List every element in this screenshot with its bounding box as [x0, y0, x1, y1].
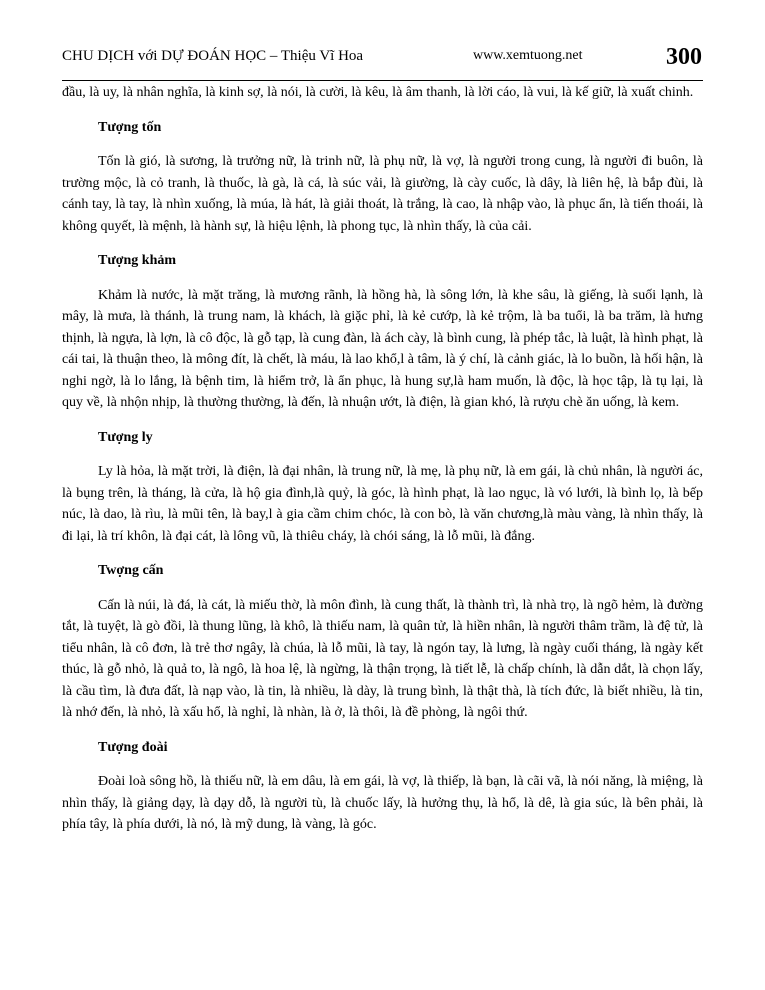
page-header	[62, 44, 703, 81]
website-url[interactable]: www.xemtuong.net	[473, 48, 583, 63]
section-text-can: Cấn là núi, là đá, là cát, là miếu thờ, là môn đình, là cung thất, là thành trì, là nhà trọ, là ngõ hẻm, là đường tắt, là tuyệt, là gò đồi, là thung lũng, là khô, là thiếu nam, là quân tử, là hiền nhân, là người thâm trầm, là đệ tử, là tiểu nhân, là cô đơn, là trẻ thơ ngây, là chúa, là lỗ mũi, là tay, là ngón tay, là lưng, là ngày cuối tháng, là ngày kết thúc, là gỗ nhỏ, là quả to, là ngô, là hoa lệ, là ngừng, là thận trọng, là tiết lễ, là chấp chính, là dẫn dắt, là chọn lấy, là cầu tìm, là đưa đất, là nạp vào, là tin, là nhiều, là dày, là trung bình, là thật thà, là tích đức, là biết nhiều, là tin, là nhớ đến, là nhỏ, là xấu hổ, là nghỉ, là nhàn, là ở, là thôi, là đề phòng, là ngôi thứ.	[62, 597, 703, 720]
section-heading-ton: Tượng tốn	[98, 119, 162, 135]
section-heading-ly: Tượng ly	[98, 429, 153, 445]
section-heading-can: Twợng cấn	[98, 563, 164, 578]
book-title: CHU DỊCH với DỰ ĐOÁN HỌC – Thiệu Vĩ Hoa	[62, 48, 364, 64]
section-heading-kham: Tượng khảm	[98, 253, 177, 268]
page-content	[62, 82, 703, 836]
section-text-kham: Khảm là nước, là mặt trăng, là mương rãnh, là hồng hà, là sông lớn, là khe sâu, là giếng, là suối lạnh, là mây, là mưa, là thánh, là trung nam, là khách, là giặc phỉ, là kẻ cướp, là kẻ trộm, là ba tuổi, là ba trăm, là hưng thịnh, là ngựa, là lợn, là cô độc, là gỗ tạp, là cung đàn, là ách cày, là bình cung, là phép tắc, là luật, là hình phạt, là cái tai, là thuận theo, là mông đít, là chết, là máu, là lao khổ,l à tâm, là ý chí, là cảnh giác, là lo buồn, là hối hận, là nghi ngờ, là lo lắng, là bệnh tim, là hiểm trở, là ẩn phục, là hung sự,là ham muốn, là độc, là học tập, là tụ lại, là quy về, là nhộn nhịp, là thường thường, là đến, là nhuận ướt, là điện, là gian khó, là rượu chè ăn uống, là kem.	[62, 287, 703, 410]
section-text-doai: Đoài loà sông hồ, là thiếu nữ, là em dâu, là em gái, là vợ, là thiếp, là bạn, là cãi vã, là nói năng, là miệng, là nhìn thấy, là giảng dạy, là dạy dỗ, là người tù, là chuốc lấy, là hưởng thụ, là hổ, là dê, là gia súc, là bên phải, là phía tây, là phía dưới, là nó, là mỹ dung, là vàng, là góc.	[62, 774, 703, 832]
section-heading-doai: Tượng đoài	[98, 739, 168, 755]
section-text-ly: Ly là hỏa, là mặt trời, là điện, là đại nhân, là trung nữ, là mẹ, là phụ nữ, là em gái, là chủ nhân, là người ác, là bụng trên, là tháng, là cửa, là hộ gia đình,là quỷ, là góc, là hình phạt, là lao ngục, là vó lưới, là bình lọ, là bếp núc, là dao, là rìu, là mũi tên, là bay,l à gia cầm chim chóc, là con bò, là văn chương,là màu vàng, là nhìn thấy, là đi lại, là trí khôn, là đại cát, là lông vũ, là thiêu cháy, là chói sáng, là lỗ mũi, là đắng.	[62, 464, 703, 544]
page-number: 300	[666, 44, 702, 70]
section-text-ton: Tốn là gió, là sương, là trưởng nữ, là trinh nữ, là phụ nữ, là vợ, là người trong cung, là người đi buôn, là trường mộc, là cỏ tranh, là thuốc, là gà, là cá, là súc vải, là giường, là cày cuốc, là dây, là liên hệ, là bắp đùi, là cánh tay, là tay, là nhìn xuống, là múa, là hát, là giải thoát, là trắng, là cao, là nhập vào, là phục ẩn, là tiến thoái, là không quyết, là mệnh, là hành sự, là hiệu lệnh, là phong tục, là nhìn thấy, là của cải.	[62, 154, 703, 234]
intro-paragraph: đầu, là uy, là nhân nghĩa, là kinh sợ, là nói, là cười, là kêu, là âm thanh, là lời cáo, là vui, là kế giữ, là xuất chinh.	[62, 85, 694, 100]
